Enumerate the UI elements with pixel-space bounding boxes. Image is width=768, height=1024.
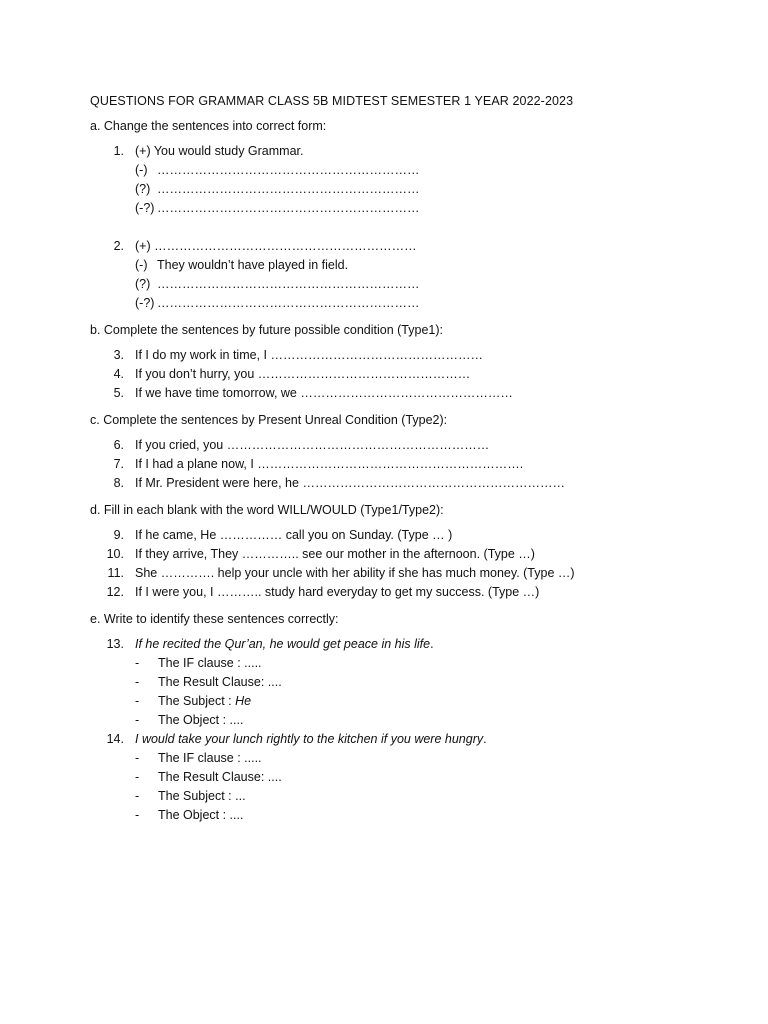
answer-line	[90, 294, 730, 313]
identify-label: The Subject :	[158, 694, 236, 708]
question-item	[90, 365, 730, 384]
question-text: If I do my work in time, I ……………………………………………	[135, 348, 483, 362]
question-number: 11.	[107, 566, 124, 580]
identify-label: The IF clause : .....	[158, 751, 262, 765]
question-sentence: I would take your lunch rightly to the kitchen if you were hungry	[135, 732, 484, 746]
question-text: If he came, He …………… call you on Sunday. (Type … )	[135, 528, 453, 542]
question-1	[90, 142, 730, 161]
spacer	[90, 218, 730, 237]
identify-answer: He	[235, 694, 252, 708]
answer-line	[90, 256, 730, 275]
question-text: If they arrive, They ………….. see our mother in the afternoon. (Type …)	[135, 547, 535, 561]
answer-line	[90, 161, 730, 180]
section-b-list	[90, 346, 730, 403]
question-number: 3.	[113, 348, 124, 362]
question-text: If Mr. President were here, he ………………………………………………………	[135, 476, 565, 490]
form-marker: (-)	[135, 258, 148, 272]
section-e-heading: e. Write to identify these sentences correctly:	[90, 612, 339, 626]
question-text: If you cried, you ………………………………………………………	[135, 438, 490, 452]
question-number: 7.	[113, 457, 124, 471]
identify-label: The Subject : ...	[158, 789, 246, 803]
question-number: 5.	[113, 386, 124, 400]
identify-line	[90, 787, 730, 806]
section-c-heading: c. Complete the sentences by Present Unreal Condition (Type2):	[90, 413, 448, 427]
question-number: 1.	[113, 144, 124, 158]
question-number: 12.	[106, 585, 124, 599]
answer-blank: ………………………………………………………	[157, 201, 420, 215]
dash-bullet: -	[135, 656, 140, 670]
dash-bullet: -	[135, 808, 140, 822]
section-a-list	[90, 142, 730, 313]
form-marker: (-)	[135, 163, 148, 177]
dash-bullet: -	[135, 789, 140, 803]
section-e-list	[90, 635, 730, 825]
question-text: She …………. help your uncle with her ability if she has much money. (Type …)	[135, 566, 575, 580]
document-page	[90, 94, 730, 835]
document-title: QUESTIONS FOR GRAMMAR CLASS 5B MIDTEST SEMESTER 1 YEAR 2022-2023	[90, 94, 574, 108]
identify-line	[90, 692, 730, 711]
question-number: 9.	[113, 528, 124, 542]
answer-line	[90, 180, 730, 199]
sentence-period: .	[483, 732, 487, 746]
question-number: 6.	[113, 438, 124, 452]
question-14	[90, 730, 730, 749]
question-item	[90, 474, 730, 493]
given-sentence: They wouldn’t have played in field.	[157, 258, 349, 272]
sentence-period: .	[430, 637, 434, 651]
answer-line	[90, 199, 730, 218]
question-number: 2.	[113, 239, 124, 253]
question-item	[90, 384, 730, 403]
question-text: (+) ………………………………………………………	[135, 239, 417, 253]
dash-bullet: -	[135, 713, 140, 727]
question-item	[90, 564, 730, 583]
identify-label: The Object : ....	[158, 808, 244, 822]
question-item	[90, 455, 730, 474]
question-item	[90, 583, 730, 602]
answer-blank: ………………………………………………………	[157, 163, 420, 177]
question-number: 4.	[113, 367, 124, 381]
identify-line	[90, 711, 730, 730]
question-number: 8.	[113, 476, 124, 490]
identify-label: The Result Clause: ....	[158, 770, 282, 784]
question-text: If I had a plane now, I ……………………………………………………….	[135, 457, 524, 471]
section-d-heading: d. Fill in each blank with the word WILL/WOULD (Type1/Type2):	[90, 503, 444, 517]
question-2	[90, 237, 730, 256]
question-item	[90, 346, 730, 365]
identify-label: The Object : ....	[158, 713, 244, 727]
form-marker: (?)	[135, 182, 151, 196]
answer-blank: ………………………………………………………	[157, 182, 420, 196]
section-a-heading: a. Change the sentences into correct form:	[90, 119, 327, 133]
section-b-heading: b. Complete the sentences by future possible condition (Type1):	[90, 323, 443, 337]
question-sentence: If he recited the Qur’an, he would get peace in his life	[135, 637, 431, 651]
dash-bullet: -	[135, 751, 140, 765]
question-item	[90, 436, 730, 455]
identify-line	[90, 654, 730, 673]
question-item	[90, 545, 730, 564]
question-text: If we have time tomorrow, we ……………………………………………	[135, 386, 513, 400]
section-d-list	[90, 526, 730, 602]
question-text: If you don’t hurry, you ……………………………………………	[135, 367, 471, 381]
identify-label: The IF clause : .....	[158, 656, 262, 670]
identify-line	[90, 673, 730, 692]
question-number: 14.	[106, 732, 124, 746]
identify-label: The Result Clause: ....	[158, 675, 282, 689]
question-number: 13.	[106, 637, 124, 651]
identify-line	[90, 806, 730, 825]
identify-line	[90, 749, 730, 768]
section-c-list	[90, 436, 730, 493]
question-text: (+) You would study Grammar.	[135, 144, 304, 158]
form-marker: (-?)	[135, 201, 155, 215]
question-13	[90, 635, 730, 654]
question-number: 10.	[106, 547, 124, 561]
question-text: If I were you, I ……….. study hard everyday to get my success. (Type …)	[135, 585, 540, 599]
answer-blank: ………………………………………………………	[157, 277, 420, 291]
identify-line	[90, 768, 730, 787]
dash-bullet: -	[135, 770, 140, 784]
form-marker: (?)	[135, 277, 151, 291]
question-item	[90, 526, 730, 545]
form-marker: (-?)	[135, 296, 155, 310]
dash-bullet: -	[135, 694, 140, 708]
answer-line	[90, 275, 730, 294]
dash-bullet: -	[135, 675, 140, 689]
answer-blank: ………………………………………………………	[157, 296, 420, 310]
